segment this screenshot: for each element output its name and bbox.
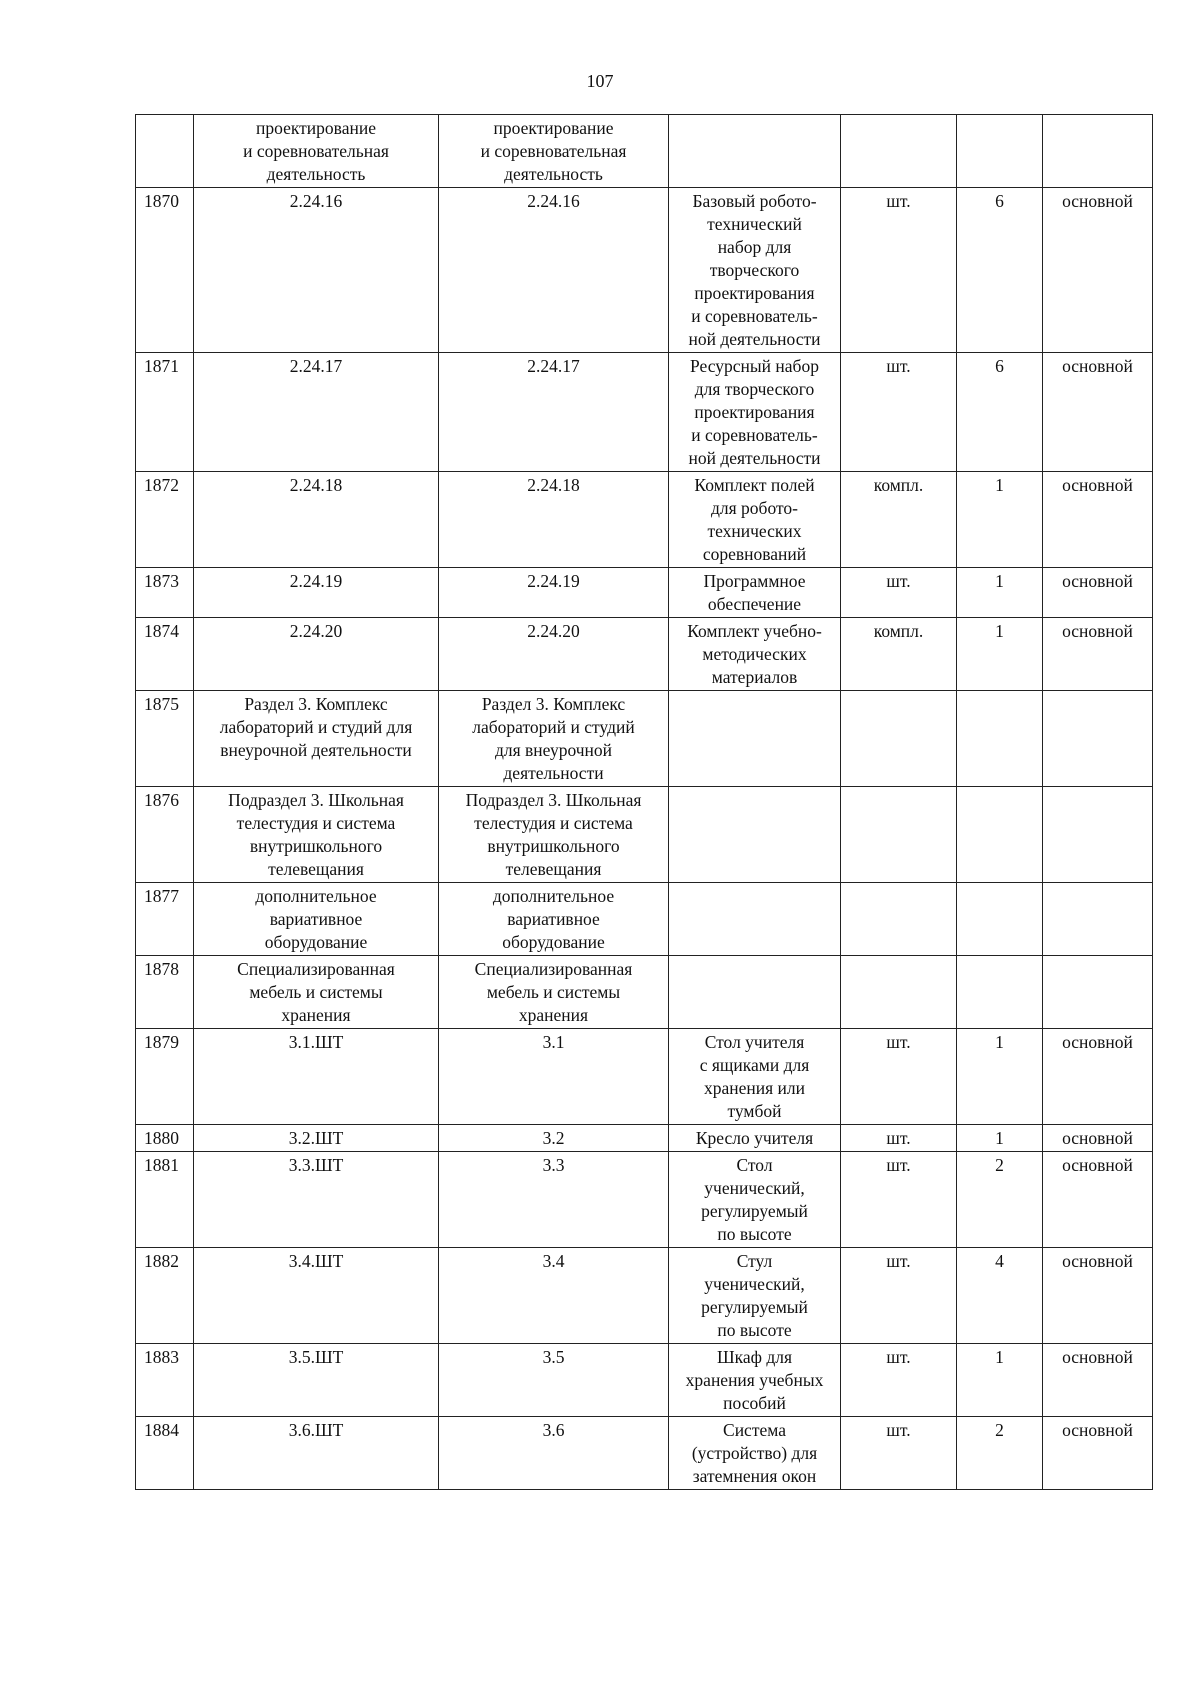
table-row	[136, 1125, 1153, 1152]
item-name-cell	[669, 353, 841, 472]
cell-line: для внеурочной	[494, 740, 613, 760]
unit-cell	[841, 691, 957, 787]
cell-line: 2.24.20	[289, 621, 343, 641]
item-name-cell	[669, 1248, 841, 1344]
cell-line: лабораторий и студий	[472, 717, 635, 737]
quantity-cell: 4	[957, 1248, 1043, 1344]
cell-line: ученический,	[704, 1178, 805, 1198]
cell-line: Раздел 3. Комплекс	[244, 694, 388, 714]
type-cell: основной	[1043, 1152, 1153, 1248]
cell-line: Подраздел 3. Школьная	[465, 790, 642, 810]
item-name-cell	[669, 568, 841, 618]
code-b-cell	[439, 115, 669, 188]
cell-line: 3.3.ШТ	[288, 1155, 344, 1175]
cell-line: внутришкольного	[487, 836, 620, 856]
code-b-cell	[439, 1344, 669, 1417]
quantity-cell	[957, 691, 1043, 787]
table-row	[136, 787, 1153, 883]
cell-line: 2.24.17	[527, 356, 580, 376]
cell-line: по высоте	[717, 1320, 792, 1340]
cell-line: оборудование	[264, 932, 368, 952]
item-name-cell	[669, 115, 841, 188]
code-b-cell	[439, 1152, 669, 1248]
unit-cell: шт.	[841, 353, 957, 472]
table-row	[136, 568, 1153, 618]
cell-line: Раздел 3. Комплекс	[481, 694, 626, 714]
cell-line: Специализированная	[237, 959, 395, 979]
cell-line: проектирование	[493, 118, 614, 138]
cell-line: проектирования	[694, 402, 815, 422]
unit-cell	[841, 115, 957, 188]
cell-line: обеспечение	[707, 594, 802, 614]
cell-line: 3.3	[542, 1155, 565, 1175]
page-number: 107	[586, 71, 614, 91]
cell-line: лабораторий и студий для	[219, 717, 413, 737]
code-b-cell	[439, 1029, 669, 1125]
cell-line: 3.1	[542, 1032, 565, 1052]
row-number-cell: 1881	[136, 1152, 194, 1248]
quantity-cell: 1	[957, 1344, 1043, 1417]
table-row	[136, 353, 1153, 472]
cell-line: ученический,	[704, 1274, 805, 1294]
cell-line: мебель и системы	[486, 982, 621, 1002]
unit-cell: шт.	[841, 1248, 957, 1344]
cell-line: творческого	[709, 260, 800, 280]
cell-line: 2.24.16	[289, 191, 343, 211]
code-a-cell	[194, 956, 439, 1029]
item-name-cell	[669, 472, 841, 568]
cell-line: оборудование	[502, 932, 605, 952]
cell-line: соревнований	[702, 544, 807, 564]
table-row	[136, 1248, 1153, 1344]
quantity-cell: 6	[957, 353, 1043, 472]
code-a-cell	[194, 883, 439, 956]
cell-line: деятельности	[503, 763, 604, 783]
cell-line: Подраздел 3. Школьная	[228, 790, 404, 810]
code-a-cell	[194, 568, 439, 618]
table-row	[136, 883, 1153, 956]
cell-line: вариативное	[507, 909, 600, 929]
type-cell	[1043, 883, 1153, 956]
item-name-cell	[669, 691, 841, 787]
type-cell: основной	[1043, 1125, 1153, 1152]
code-b-cell	[439, 956, 669, 1029]
table-row	[136, 1152, 1153, 1248]
table-row	[136, 472, 1153, 568]
row-number-cell: 1882	[136, 1248, 194, 1344]
cell-line: телевещания	[505, 859, 602, 879]
code-a-cell	[194, 787, 439, 883]
item-name-cell	[669, 1029, 841, 1125]
code-a-cell	[194, 1152, 439, 1248]
cell-line: Базовый робото-	[692, 191, 817, 211]
cell-line: мебель и системы	[249, 982, 383, 1002]
type-cell: основной	[1043, 472, 1153, 568]
type-cell: основной	[1043, 1248, 1153, 1344]
type-cell	[1043, 956, 1153, 1029]
cell-line: 3.4	[542, 1251, 565, 1271]
row-number-cell: 1883	[136, 1344, 194, 1417]
type-cell: основной	[1043, 1344, 1153, 1417]
row-number-cell: 1874	[136, 618, 194, 691]
cell-line: Комплект учебно-	[687, 621, 822, 641]
row-number-cell: 1871	[136, 353, 194, 472]
cell-line: по высоте	[717, 1224, 792, 1244]
type-cell: основной	[1043, 1417, 1153, 1490]
row-number-cell: 1878	[136, 956, 194, 1029]
table-row	[136, 1344, 1153, 1417]
cell-line: набор для	[717, 237, 792, 257]
cell-line: хранения	[518, 1005, 589, 1025]
item-name-cell	[669, 1344, 841, 1417]
unit-cell: шт.	[841, 1029, 957, 1125]
cell-line: технический	[707, 214, 802, 234]
cell-line: телестудия и система	[236, 813, 396, 833]
cell-line: 3.2	[542, 1128, 565, 1148]
type-cell: основной	[1043, 618, 1153, 691]
cell-line: Стул	[736, 1251, 773, 1271]
table-row	[136, 188, 1153, 353]
cell-line: и соревновательная	[243, 141, 389, 161]
cell-line: проектирование	[256, 118, 376, 138]
cell-line: хранения учебных	[685, 1370, 824, 1390]
unit-cell: шт.	[841, 188, 957, 353]
cell-line: 3.6	[542, 1420, 565, 1440]
cell-line: и соревновательная	[480, 141, 627, 161]
code-b-cell	[439, 691, 669, 787]
cell-line: проектирования	[694, 283, 815, 303]
unit-cell: шт.	[841, 1417, 957, 1490]
unit-cell	[841, 787, 957, 883]
code-b-cell	[439, 787, 669, 883]
code-a-cell	[194, 115, 439, 188]
row-number-cell: 1879	[136, 1029, 194, 1125]
row-number-cell	[136, 115, 194, 188]
quantity-cell	[957, 787, 1043, 883]
type-cell	[1043, 115, 1153, 188]
row-number-cell: 1877	[136, 883, 194, 956]
cell-line: 2.24.19	[289, 571, 343, 591]
cell-line: Система	[723, 1420, 786, 1440]
cell-line: хранения или	[703, 1078, 806, 1098]
code-b-cell	[439, 188, 669, 353]
table-row	[136, 115, 1153, 188]
cell-line: Комплект полей	[694, 475, 815, 495]
code-b-cell	[439, 1417, 669, 1490]
cell-line: Стол	[736, 1155, 773, 1175]
cell-line: вариативное	[269, 909, 363, 929]
code-b-cell	[439, 883, 669, 956]
table-row	[136, 691, 1153, 787]
item-name-cell	[669, 883, 841, 956]
row-number-cell: 1876	[136, 787, 194, 883]
equipment-table	[135, 114, 1153, 1490]
cell-line: деятельность	[504, 164, 603, 184]
cell-line: пособий	[723, 1393, 786, 1413]
cell-line: телестудия и система	[474, 813, 633, 833]
row-number-cell: 1872	[136, 472, 194, 568]
quantity-cell	[957, 115, 1043, 188]
cell-line: 3.5.ШТ	[288, 1347, 344, 1367]
cell-line: ной деятельности	[688, 329, 821, 349]
row-number-cell: 1870	[136, 188, 194, 353]
code-a-cell	[194, 1417, 439, 1490]
cell-line: внеурочной деятельности	[220, 740, 412, 760]
row-number-cell: 1873	[136, 568, 194, 618]
code-a-cell	[194, 353, 439, 472]
item-name-cell	[669, 618, 841, 691]
cell-line: регулируемый	[701, 1201, 808, 1221]
code-b-cell	[439, 618, 669, 691]
code-a-cell	[194, 618, 439, 691]
row-number-cell: 1875	[136, 691, 194, 787]
cell-line: 3.2.ШТ	[288, 1128, 344, 1148]
cell-line: технических	[707, 521, 802, 541]
cell-line: 3.1.ШТ	[288, 1032, 344, 1052]
cell-line: хранения	[281, 1005, 351, 1025]
unit-cell	[841, 956, 957, 1029]
type-cell	[1043, 691, 1153, 787]
quantity-cell: 2	[957, 1152, 1043, 1248]
table-row	[136, 956, 1153, 1029]
code-a-cell	[194, 188, 439, 353]
cell-line: (устройство) для	[691, 1443, 818, 1463]
item-name-cell	[669, 1417, 841, 1490]
cell-line: Стол учителя	[704, 1032, 805, 1052]
type-cell: основной	[1043, 188, 1153, 353]
code-a-cell	[194, 472, 439, 568]
cell-line: Ресурсный набор	[690, 356, 819, 376]
cell-line: 2.24.16	[527, 191, 580, 211]
quantity-cell	[957, 883, 1043, 956]
table-row	[136, 1417, 1153, 1490]
type-cell: основной	[1043, 1029, 1153, 1125]
cell-line: 2.24.20	[527, 621, 580, 641]
cell-line: 2.24.18	[527, 475, 580, 495]
code-b-cell	[439, 568, 669, 618]
code-a-cell	[194, 1125, 439, 1152]
table-body	[136, 115, 1153, 1490]
type-cell: основной	[1043, 353, 1153, 472]
cell-line: материалов	[711, 667, 798, 687]
item-name-cell	[669, 956, 841, 1029]
item-name-cell	[669, 787, 841, 883]
unit-cell: шт.	[841, 1152, 957, 1248]
cell-line: дополнительное	[492, 886, 615, 906]
type-cell	[1043, 787, 1153, 883]
cell-line: тумбой	[727, 1101, 782, 1121]
item-name-cell	[669, 1152, 841, 1248]
cell-line: Программное	[703, 571, 806, 591]
cell-line: с ящиками для	[699, 1055, 810, 1075]
cell-line: и соревнователь-	[691, 306, 818, 326]
row-number-cell: 1884	[136, 1417, 194, 1490]
table-row	[136, 1029, 1153, 1125]
cell-line: и соревнователь-	[691, 425, 818, 445]
cell-line: 3.5	[542, 1347, 565, 1367]
cell-line: ной деятельности	[688, 448, 821, 468]
code-a-cell	[194, 1344, 439, 1417]
code-b-cell	[439, 1248, 669, 1344]
quantity-cell: 1	[957, 1125, 1043, 1152]
cell-line: 2.24.17	[289, 356, 343, 376]
table-row	[136, 618, 1153, 691]
unit-cell: шт.	[841, 1344, 957, 1417]
quantity-cell: 6	[957, 188, 1043, 353]
type-cell: основной	[1043, 568, 1153, 618]
code-b-cell	[439, 472, 669, 568]
code-a-cell	[194, 1029, 439, 1125]
quantity-cell: 1	[957, 568, 1043, 618]
code-a-cell	[194, 1248, 439, 1344]
cell-line: телевещания	[268, 859, 364, 879]
unit-cell: шт.	[841, 1125, 957, 1152]
unit-cell: компл.	[841, 618, 957, 691]
quantity-cell: 2	[957, 1417, 1043, 1490]
cell-line: 2.24.19	[527, 571, 580, 591]
cell-line: регулируемый	[701, 1297, 808, 1317]
unit-cell: шт.	[841, 568, 957, 618]
quantity-cell	[957, 956, 1043, 1029]
unit-cell: компл.	[841, 472, 957, 568]
cell-line: методических	[702, 644, 807, 664]
quantity-cell: 1	[957, 1029, 1043, 1125]
cell-line: затемнения окон	[692, 1466, 817, 1486]
cell-line: 2.24.18	[289, 475, 343, 495]
cell-line: 3.4.ШТ	[288, 1251, 344, 1271]
cell-line: Шкаф для	[716, 1347, 793, 1367]
unit-cell	[841, 883, 957, 956]
cell-line: для творческого	[694, 379, 815, 399]
quantity-cell: 1	[957, 618, 1043, 691]
cell-line: Специализированная	[474, 959, 633, 979]
cell-line: для робото-	[711, 498, 798, 518]
code-a-cell	[194, 691, 439, 787]
cell-line: внутришкольного	[249, 836, 383, 856]
cell-line: 3.6.ШТ	[288, 1420, 344, 1440]
code-b-cell	[439, 1125, 669, 1152]
cell-line: деятельность	[266, 164, 366, 184]
code-b-cell	[439, 353, 669, 472]
cell-line: дополнительное	[255, 886, 377, 906]
cell-line: Кресло учителя	[695, 1128, 814, 1148]
row-number-cell: 1880	[136, 1125, 194, 1152]
item-name-cell	[669, 188, 841, 353]
quantity-cell: 1	[957, 472, 1043, 568]
item-name-cell	[669, 1125, 841, 1152]
